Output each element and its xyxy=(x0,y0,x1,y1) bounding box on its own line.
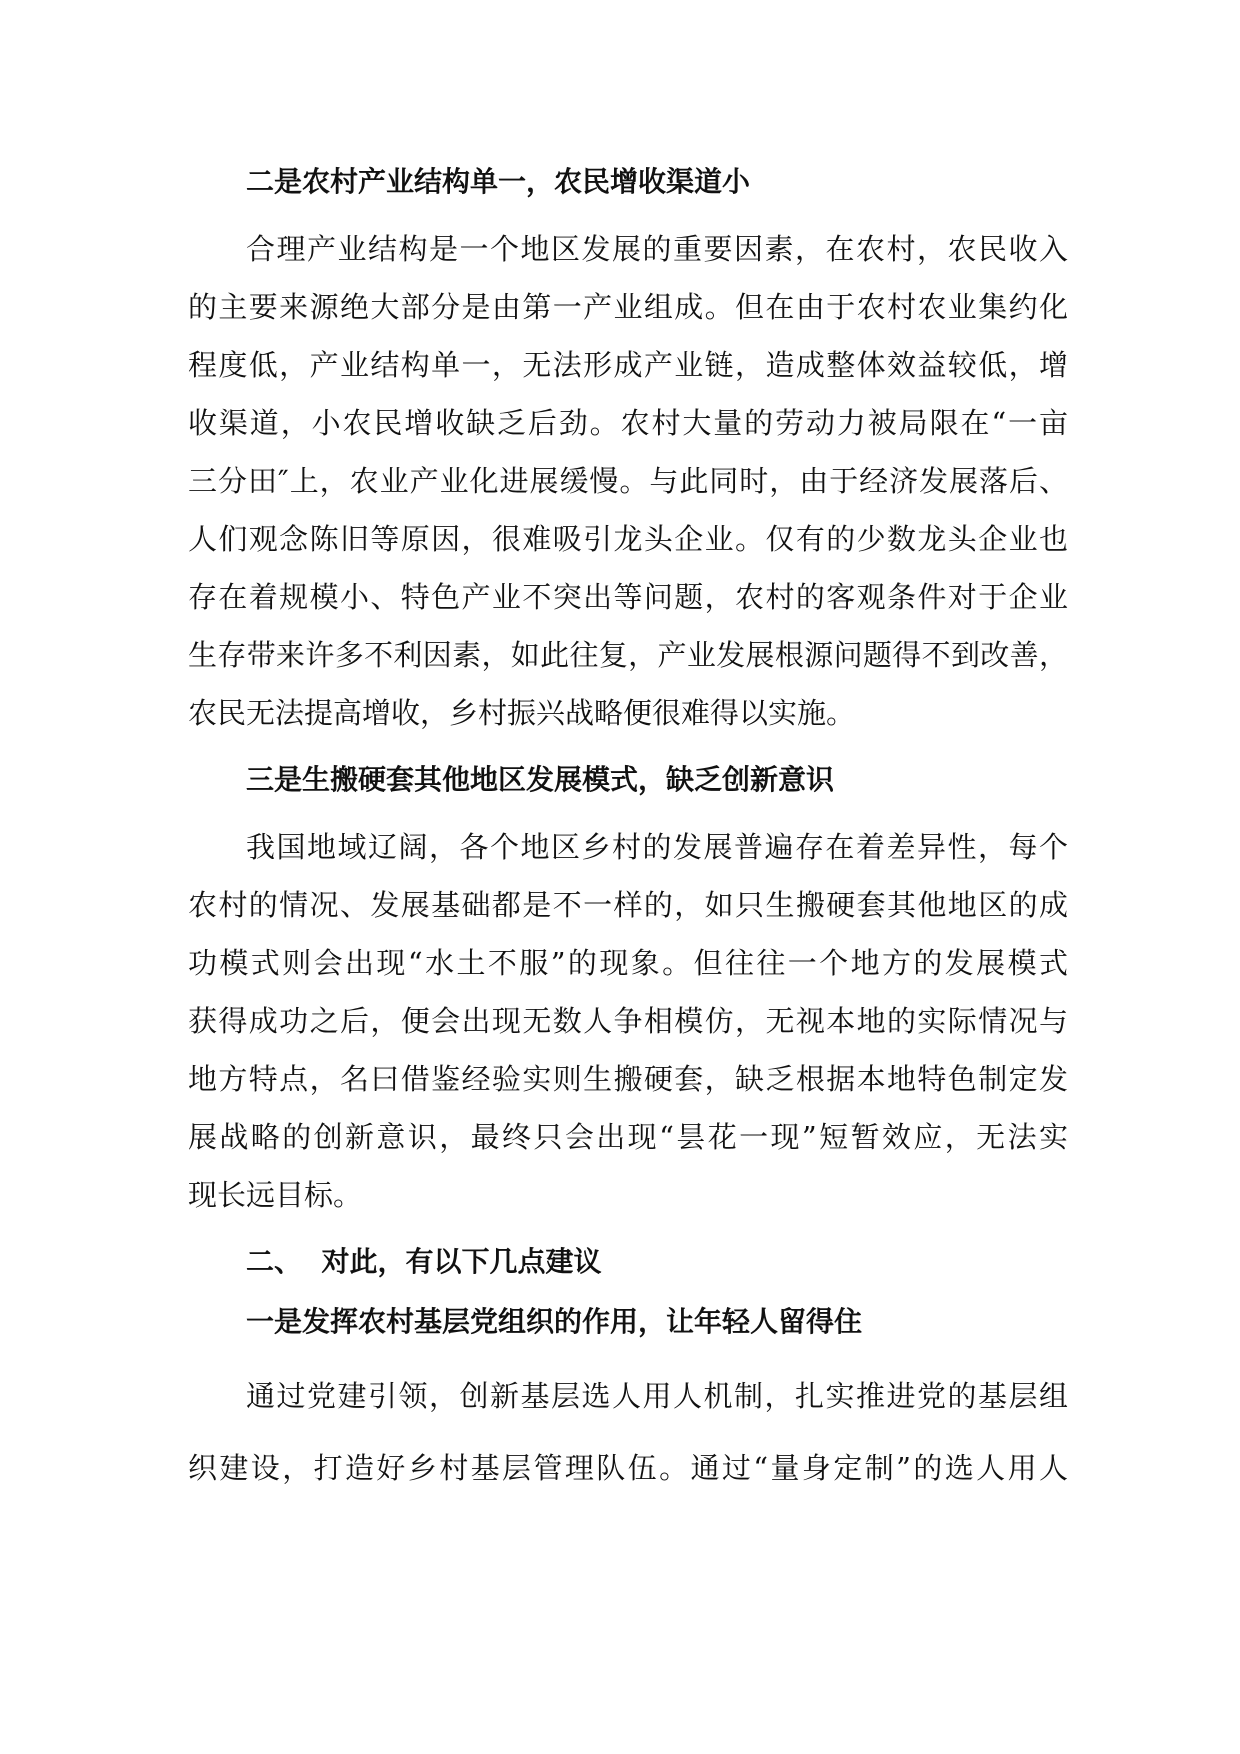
paragraph-line: 人们观念陈旧等原因，很难吸引龙头企业。仅有的少数龙头企业也 xyxy=(188,522,1068,556)
paragraph-line: 的主要来源绝大部分是由第一产业组成。但在由于农村农业集约化 xyxy=(188,290,1068,324)
paragraph-line: 功模式则会出现“水土不服”的现象。但往往一个地方的发展模式 xyxy=(188,946,1068,980)
paragraph-line: 三分田″上，农业产业化进展缓慢。与此同时，由于经济发展落后、 xyxy=(188,464,1068,498)
paragraph-line: 通过党建引领，创新基层选人用人机制，扎实推进党的基层组 xyxy=(246,1379,1068,1413)
section-heading: 二是农村产业结构单一，农民增收渠道小 xyxy=(246,165,751,198)
chapter-heading: 二、 对此，有以下几点建议 xyxy=(246,1245,602,1278)
paragraph-line: 展战略的创新意识，最终只会出现“昙花一现”短暂效应，无法实 xyxy=(188,1120,1068,1154)
paragraph-line: 生存带来许多不利因素，如此往复，产业发展根源问题得不到改善， xyxy=(188,638,1068,672)
paragraph-line: 地方特点，名曰借鉴经验实则生搬硬套，缺乏根据本地特色制定发 xyxy=(188,1062,1068,1096)
paragraph-line: 程度低，产业结构单一，无法形成产业链，造成整体效益较低，增 xyxy=(188,348,1068,382)
body-paragraph xyxy=(188,818,1068,1224)
paragraph-line: 我国地域辽阔，各个地区乡村的发展普遍存在着差异性，每个 xyxy=(246,830,1068,864)
body-paragraph xyxy=(188,220,1068,742)
paragraph-line: 合理产业结构是一个地区发展的重要因素，在农村，农民收入 xyxy=(246,232,1068,266)
paragraph-line: 农民无法提高增收，乡村振兴战略便很难得以实施。 xyxy=(188,696,856,730)
paragraph-line: 存在着规模小、特色产业不突出等问题，农村的客观条件对于企业 xyxy=(188,580,1068,614)
section-heading: 三是生搬硬套其他地区发展模式，缺乏创新意识 xyxy=(246,763,835,796)
section-heading: 一是发挥农村基层党组织的作用，让年轻人留得住 xyxy=(246,1305,863,1338)
paragraph-line: 织建设，打造好乡村基层管理队伍。通过“量身定制”的选人用人 xyxy=(188,1451,1068,1485)
paragraph-line: 收渠道，小农民增收缺乏后劲。农村大量的劳动力被局限在“一亩 xyxy=(188,406,1068,440)
paragraph-line: 农村的情况、发展基础都是不一样的，如只生搬硬套其他地区的成 xyxy=(188,888,1068,922)
paragraph-line: 获得成功之后，便会出现无数人争相模仿，无视本地的实际情况与 xyxy=(188,1004,1068,1038)
paragraph-line: 现长远目标。 xyxy=(188,1178,363,1212)
body-paragraph xyxy=(188,1360,1068,1504)
document-body xyxy=(188,160,1068,1520)
